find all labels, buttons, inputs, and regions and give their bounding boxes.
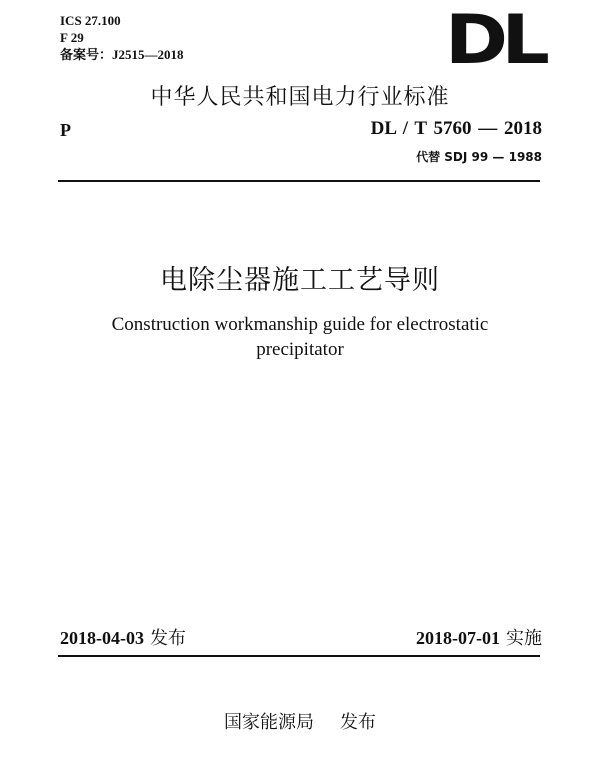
implementation-date-block <box>416 624 542 650</box>
bottom-divider <box>58 655 540 657</box>
publisher-block <box>150 708 450 734</box>
publisher-action: 发布 <box>340 712 376 733</box>
document-title-english <box>70 312 530 362</box>
industry-standard-title: 中华人民共和国电力行业标准 <box>150 85 450 110</box>
english-title-line-1: Construction workmanship guide for electrostatic <box>111 314 489 335</box>
publisher-name: 国家能源局 <box>224 712 314 733</box>
category-code: P <box>60 120 71 140</box>
implementation-label: 实施 <box>506 628 542 649</box>
ics-code: ICS 27.100 <box>60 13 121 28</box>
implementation-date: 2018-07-01 <box>416 628 500 648</box>
top-divider <box>58 180 540 182</box>
classification-block <box>60 12 184 63</box>
english-title-line-2: precipitator <box>256 339 344 360</box>
record-number: 备案号：J2515—2018 <box>60 47 184 62</box>
issue-label: 发布 <box>150 628 186 649</box>
ccs-code: F 29 <box>60 30 84 45</box>
replaces-standard: 代替 SDJ 99 — 1988 <box>416 150 542 164</box>
issue-date: 2018-04-03 <box>60 628 144 648</box>
standard-number: DL / T 5760 — 2018 <box>370 118 542 139</box>
document-title-chinese: 电除尘器施工工艺导则 <box>160 265 440 296</box>
issue-date-block <box>60 624 186 650</box>
dl-logo: DL <box>444 1 544 80</box>
